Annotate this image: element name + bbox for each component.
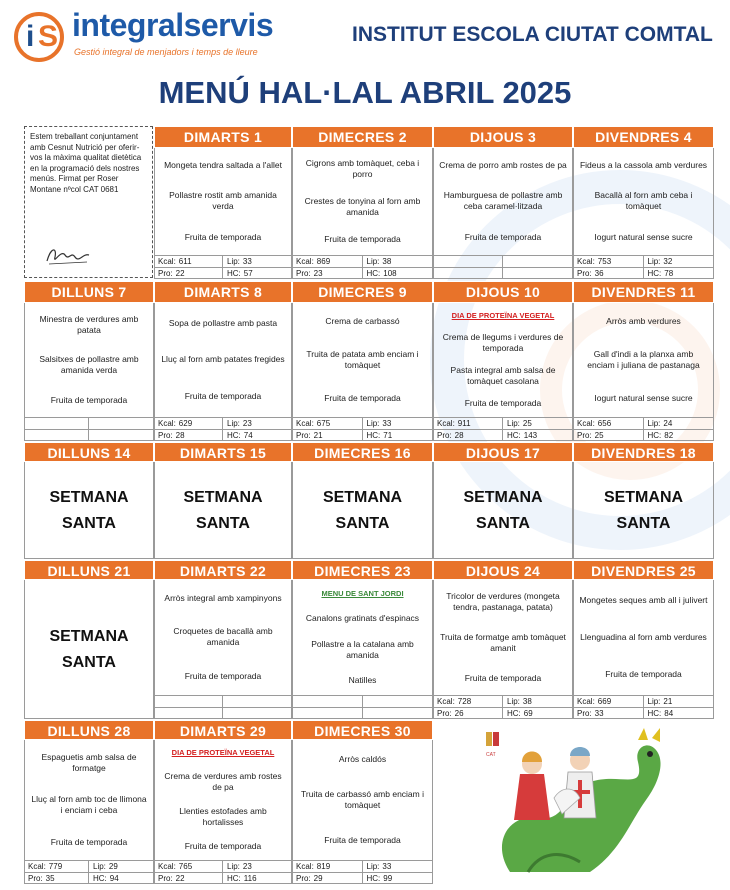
nutrition-table: [573, 255, 714, 279]
sant-jordi-dragon-illustration: [470, 722, 670, 884]
day-header: DIJOUS 3: [433, 126, 573, 148]
nutrition-note-text: Estem treballant conjuntament amb Cesnut Nutrició per oferir-vos la màxima qualitat dietètica en la programació dels nostres menús. Firmat per Roser Montane nºcol CAT 0681: [30, 132, 142, 194]
day-header: DIMARTS 29: [154, 720, 292, 740]
kcal-value-label: Kcal:: [28, 862, 46, 871]
protein-value: [154, 873, 223, 885]
school-name: INSTITUT ESCOLA CIUTAT COMTAL: [352, 23, 713, 46]
kcal-value: [24, 418, 89, 430]
menu-item: Cigrons amb tomàquet, ceba i porro: [305, 158, 420, 179]
menu-item: Truita de carbassó amb enciam i tomàquet: [301, 789, 424, 810]
day-header: DIMECRES 30: [292, 720, 433, 740]
protein-value-number: 29: [313, 873, 323, 883]
menu-item: Arròs amb verdures: [606, 316, 681, 326]
day-menu: [292, 148, 433, 255]
holiday-label: SETMANA SANTA: [322, 488, 403, 532]
lipids-value-number: 24: [663, 419, 673, 428]
carbs-value: [223, 268, 292, 280]
vegetable-protein-tag: DIA DE PROTEÏNA VEGETAL: [171, 748, 275, 758]
menu-item: Pollastre rostit amb amanida verda: [169, 190, 277, 212]
kcal-value: [292, 861, 363, 873]
menu-item: Croquetes de bacallà amb amanida: [173, 626, 273, 648]
kcal-value-number: 611: [178, 257, 192, 266]
protein-value: [154, 430, 223, 442]
protein-value: [292, 268, 363, 280]
menu-item: Truita de formatge amb tomàquet amanit: [440, 631, 566, 653]
sant-jordi-tag: MENU DE SANT JORDI: [321, 589, 404, 599]
kcal-value-number: 911: [457, 419, 471, 428]
menu-item: Pollastre a la catalana amb amanida: [311, 638, 414, 660]
lipids-value-number: 33: [382, 419, 392, 428]
kcal-value-number: 656: [597, 419, 612, 428]
carbs-value-number: 94: [109, 873, 119, 883]
menu-item: Fruita de temporada: [184, 670, 262, 681]
protein-value: [154, 268, 223, 280]
protein-value-label: Pro:: [437, 430, 452, 440]
carbs-value: [223, 708, 292, 720]
protein-value: [24, 430, 89, 442]
protein-value: [154, 708, 223, 720]
lipids-value-label: Lip:: [227, 862, 240, 871]
menu-item: Fruita de temporada: [464, 398, 542, 409]
lipids-value: [503, 696, 573, 708]
menu-item: Lluç al forn amb toc de llimona i enciam i ceba: [31, 794, 147, 816]
protein-value: [433, 268, 503, 280]
lipids-value: [363, 418, 434, 430]
day-header: DIJOUS 24: [433, 560, 573, 580]
nutrition-table: [24, 860, 154, 884]
lipids-value: [644, 696, 715, 708]
carbs-value-number: 78: [664, 268, 674, 278]
lipids-value-label: Lip:: [366, 257, 380, 266]
lipids-value: [644, 418, 715, 430]
nutrition-table: [154, 695, 292, 719]
day-header: DIVENDRES 25: [573, 560, 714, 580]
lipids-value-number: 23: [242, 419, 252, 428]
protein-value-number: 36: [594, 268, 604, 278]
protein-value: [573, 268, 644, 280]
menu-item: Truita de patata amb enciam i tomàquet: [306, 349, 419, 370]
lipids-value-label: Lip:: [227, 257, 240, 266]
lipids-value-number: 33: [242, 257, 252, 266]
brand-tagline: Gestió integral de menjadors i temps de lleure: [74, 47, 258, 57]
lipids-value-label: Lip:: [227, 419, 240, 428]
protein-value-number: 25: [594, 430, 604, 440]
day-menu: [433, 303, 573, 417]
lipids-value: [223, 696, 292, 708]
carbs-value-number: 57: [243, 268, 253, 278]
protein-value: [24, 873, 89, 885]
protein-value-label: Pro:: [158, 873, 173, 883]
menu-item: Natilles: [348, 674, 377, 685]
menu-item: Crema de verdures amb rostes de pa: [164, 771, 282, 793]
carbs-value: [644, 708, 715, 720]
kcal-value-number: 753: [597, 257, 612, 266]
lipids-value: [363, 256, 434, 268]
nutrition-table: [433, 417, 573, 441]
carbs-value-label: HC:: [366, 873, 381, 883]
menu-item: Fideus a la cassola amb verdures: [579, 159, 708, 170]
protein-value-number: 33: [594, 708, 604, 718]
lipids-value: [223, 256, 292, 268]
kcal-value-label: Kcal:: [296, 419, 314, 428]
protein-value: [292, 430, 363, 442]
menu-item: Crema de porro amb rostes de pa: [439, 159, 567, 170]
day-menu: [292, 740, 433, 860]
kcal-value-label: Kcal:: [577, 419, 595, 428]
menu-item: Arròs caldós: [338, 754, 387, 764]
day-header: DIVENDRES 11: [573, 281, 714, 303]
lipids-value-label: Lip:: [507, 697, 520, 706]
day-menu: [292, 303, 433, 417]
carbs-value: [503, 430, 573, 442]
lipids-value: [223, 418, 292, 430]
protein-value-label: Pro:: [577, 430, 592, 440]
carbs-value-label: HC:: [507, 430, 521, 440]
menu-item: Fruita de temporada: [324, 393, 401, 403]
protein-value-label: Pro:: [28, 873, 43, 883]
nutrition-table: [292, 255, 433, 279]
kcal-value: [292, 256, 363, 268]
kcal-value: [433, 418, 503, 430]
menu-item: Fruita de temporada: [464, 672, 542, 683]
day-menu: [573, 303, 714, 417]
carbs-value: [363, 708, 434, 720]
kcal-value-number: 869: [316, 257, 331, 266]
day-header: DILLUNS 21: [24, 560, 154, 580]
kcal-value-label: Kcal:: [577, 697, 595, 706]
kcal-value: [573, 696, 644, 708]
protein-value-number: 23: [313, 268, 323, 278]
lipids-value-number: 25: [522, 419, 532, 428]
day-header: DIMARTS 15: [154, 442, 292, 462]
kcal-value-label: Kcal:: [437, 419, 455, 428]
day-header: DIMARTS 8: [154, 281, 292, 303]
day-header: DIMECRES 9: [292, 281, 433, 303]
lipids-value-label: Lip:: [647, 257, 661, 266]
day-header: DIMECRES 16: [292, 442, 433, 462]
day-menu: [154, 580, 292, 695]
brand-logo-icon: i S: [14, 12, 64, 62]
lipids-value: [89, 418, 154, 430]
lipids-value: [363, 861, 434, 873]
carbs-value: [363, 873, 434, 885]
carbs-value: [89, 873, 154, 885]
lipids-value-label: Lip:: [507, 419, 520, 428]
protein-value: [292, 873, 363, 885]
kcal-value: [24, 861, 89, 873]
day-header: DIJOUS 17: [433, 442, 573, 462]
lipids-value: [503, 256, 573, 268]
kcal-value-label: Kcal:: [296, 257, 314, 266]
carbs-value-label: HC:: [507, 708, 521, 718]
protein-value-label: Pro:: [296, 873, 311, 883]
holiday-label: SETMANA SANTA: [463, 488, 543, 532]
menu-item: Fruita de temporada: [184, 232, 262, 243]
protein-value: [433, 430, 503, 442]
carbs-value: [644, 430, 715, 442]
kcal-value-number: 669: [597, 697, 612, 706]
protein-value-number: 22: [175, 873, 185, 883]
day-header: DILLUNS 7: [24, 281, 154, 303]
day-menu: [24, 740, 154, 860]
signature-icon: [43, 243, 95, 269]
protein-value-number: 35: [45, 873, 55, 883]
protein-value-label: Pro:: [577, 268, 592, 278]
protein-value: [292, 708, 363, 720]
kcal-value: [573, 418, 644, 430]
kcal-value-number: 779: [48, 862, 63, 871]
menu-item: Crema de llegums i verdures de temporada: [442, 331, 564, 353]
kcal-value: [433, 696, 503, 708]
day-header: DIMARTS 1: [154, 126, 292, 148]
menu-item: Sopa de pollastre amb pasta: [168, 317, 278, 328]
carbs-value-number: 74: [243, 430, 253, 440]
day-header: DIMECRES 23: [292, 560, 433, 580]
menu-item: Llenties estofades amb hortalisses: [179, 805, 267, 827]
kcal-value: [154, 861, 223, 873]
protein-value-number: 22: [175, 268, 185, 278]
menu-item: Fruita de temporada: [324, 234, 401, 244]
protein-value: [573, 708, 644, 720]
carbs-value-number: 69: [523, 708, 533, 718]
menu-item: Salsitxes de pollastre amb amanida verda: [39, 354, 139, 376]
lipids-value: [223, 861, 292, 873]
carbs-value: [363, 268, 434, 280]
nutrition-note: [24, 126, 153, 278]
menu-item: Espaguetis amb salsa de formatge: [41, 752, 137, 774]
carbs-value-label: HC:: [366, 430, 381, 440]
lipids-value: [644, 256, 715, 268]
kcal-value-number: 629: [178, 419, 193, 428]
nutrition-table: [154, 860, 292, 884]
carbs-value-label: HC:: [366, 268, 381, 278]
vegetable-protein-tag: DIA DE PROTEÏNA VEGETAL: [451, 310, 555, 320]
protein-value-number: 26: [454, 708, 464, 718]
kcal-value-label: Kcal:: [296, 862, 314, 871]
protein-value-label: Pro:: [577, 708, 592, 718]
protein-value-number: 21: [313, 430, 323, 440]
kcal-value: [573, 256, 644, 268]
menu-item: Fruita de temporada: [50, 836, 128, 847]
protein-value-number: 28: [175, 430, 185, 440]
carbs-value: [644, 268, 715, 280]
menu-item: Hamburguesa de pollastre amb ceba caramel·litzada: [443, 190, 563, 212]
carbs-value-label: HC:: [227, 430, 241, 440]
holiday-label: SETMANA SANTA: [603, 488, 684, 532]
protein-value-number: 28: [454, 430, 464, 440]
nutrition-table: [433, 255, 573, 279]
menu-item: Crestes de tonyina al forn amb amanida: [304, 196, 421, 217]
menu-item: Fruita de temporada: [464, 232, 542, 243]
protein-value-label: Pro:: [437, 708, 452, 718]
kcal-value-label: Kcal:: [577, 257, 595, 266]
kcal-value-label: Kcal:: [158, 419, 176, 428]
lipids-value-number: 29: [108, 862, 118, 871]
menu-item: Fruita de temporada: [184, 840, 262, 851]
menu-item: Crema de carbassó: [325, 316, 400, 326]
carbs-value: [223, 430, 292, 442]
carbs-value: [363, 430, 434, 442]
menu-item: Iogurt natural sense sucre: [594, 232, 693, 243]
menu-item: Bacallà al forn amb ceba i tomàquet: [594, 190, 693, 212]
carbs-value-label: HC:: [227, 873, 241, 883]
menu-item: Gall d'indi a la planxa amb enciam i juliana de pastanaga: [587, 349, 700, 370]
protein-value: [573, 430, 644, 442]
lipids-value-number: 33: [382, 862, 392, 871]
nutrition-table: [292, 417, 433, 441]
carbs-value-number: 116: [243, 873, 257, 883]
menu-item: Lluç al forn amb patates fregides: [161, 354, 285, 365]
carbs-value-number: 143: [523, 430, 538, 440]
carbs-value-label: HC:: [647, 430, 662, 440]
protein-value-label: Pro:: [158, 430, 173, 440]
lipids-value-number: 32: [663, 257, 673, 266]
lipids-value: [363, 696, 434, 708]
kcal-value-label: Kcal:: [437, 697, 455, 706]
kcal-value-label: Kcal:: [158, 257, 176, 266]
lipids-value: [503, 418, 573, 430]
lipids-value: [89, 861, 154, 873]
menu-item: Arròs integral amb xampinyons: [164, 593, 282, 604]
lipids-value-label: Lip:: [366, 419, 380, 428]
menu-item: Fruita de temporada: [605, 669, 682, 679]
nutrition-table: [154, 417, 292, 441]
protein-value-label: Pro:: [296, 430, 311, 440]
kcal-value-label: Kcal:: [158, 862, 176, 871]
menu-item: Fruita de temporada: [184, 391, 262, 402]
menu-item: Tricolor de verdures (mongeta tendra, pastanaga, patata): [446, 591, 560, 613]
carbs-value-label: HC:: [647, 708, 662, 718]
nutrition-table: [573, 417, 714, 441]
lipids-value-number: 23: [242, 862, 252, 871]
carbs-value-number: 82: [664, 430, 674, 440]
lipids-value-number: 21: [663, 697, 673, 706]
holiday-label: SETMANA SANTA: [49, 627, 129, 671]
lipids-value-label: Lip:: [93, 862, 106, 871]
menu-item: Fruita de temporada: [324, 835, 401, 845]
day-menu: [24, 303, 154, 417]
lipids-value-label: Lip:: [647, 697, 661, 706]
kcal-value-number: 819: [316, 862, 331, 871]
protein-value-label: Pro:: [296, 268, 311, 278]
day-header: DILLUNS 28: [24, 720, 154, 740]
carbs-value-number: 71: [383, 430, 393, 440]
lipids-value-label: Lip:: [647, 419, 661, 428]
lipids-value-number: 38: [522, 697, 532, 706]
day-menu: [573, 148, 714, 255]
kcal-value: [292, 696, 363, 708]
kcal-value-number: 765: [178, 862, 193, 871]
carbs-value-label: HC:: [93, 873, 107, 883]
lipids-value-number: 38: [382, 257, 392, 266]
carbs-value-label: HC:: [647, 268, 662, 278]
kcal-value: [154, 696, 223, 708]
day-menu: [154, 740, 292, 860]
nutrition-table: [154, 255, 292, 279]
carbs-value: [223, 873, 292, 885]
day-menu: [292, 580, 433, 695]
menu-item: Minestra de verdures amb patata: [39, 314, 139, 336]
nutrition-table: [292, 695, 433, 719]
menu-item: Mongeta tendra saltada a l'allet: [164, 159, 282, 170]
day-menu: [154, 148, 292, 255]
carbs-value-number: 108: [383, 268, 397, 278]
menu-item: Iogurt natural sense sucre: [594, 393, 693, 403]
holiday-label: SETMANA SANTA: [183, 488, 263, 532]
carbs-value-label: HC:: [227, 268, 241, 278]
brand-name: integralservis: [72, 7, 274, 43]
menu-item: Mongetes seques amb all i julivert: [579, 595, 708, 605]
kcal-value: [154, 418, 223, 430]
day-header: DIMARTS 22: [154, 560, 292, 580]
day-header: DIMECRES 2: [292, 126, 433, 148]
nutrition-table: [573, 695, 714, 719]
menu-item: Fruita de temporada: [50, 394, 128, 405]
carbs-value-number: 84: [664, 708, 674, 718]
nutrition-table: [433, 695, 573, 719]
lipids-value-label: Lip:: [366, 862, 380, 871]
menu-item: Pasta integral amb salsa de tomàquet casolana: [450, 365, 556, 387]
holiday-label: SETMANA SANTA: [49, 488, 129, 532]
protein-value: [433, 708, 503, 720]
carbs-value: [503, 708, 573, 720]
day-menu: [573, 580, 714, 695]
carbs-value-number: 99: [383, 873, 393, 883]
nutrition-table: [292, 860, 433, 884]
kcal-value: [433, 256, 503, 268]
menu-item: Llenguadina al forn amb verdures: [580, 632, 707, 642]
svg-text:CAT: CAT: [486, 752, 496, 758]
day-header: DILLUNS 14: [24, 442, 154, 462]
kcal-value: [154, 256, 223, 268]
carbs-value: [503, 268, 573, 280]
day-header: DIVENDRES 4: [573, 126, 714, 148]
nutrition-table: [24, 417, 154, 441]
carbs-value: [89, 430, 154, 442]
day-header: DIVENDRES 18: [573, 442, 714, 462]
kcal-value-number: 728: [457, 697, 472, 706]
day-menu: [433, 148, 573, 255]
page-title: MENÚ HAL·LAL ABRIL 2025: [158, 75, 572, 110]
menu-item: Canalons gratinats d'espinacs: [305, 613, 420, 624]
kcal-value-number: 675: [316, 419, 331, 428]
kcal-value: [292, 418, 363, 430]
day-header: DIJOUS 10: [433, 281, 573, 303]
day-menu: [154, 303, 292, 417]
protein-value-label: Pro:: [158, 268, 173, 278]
day-menu: [433, 580, 573, 695]
